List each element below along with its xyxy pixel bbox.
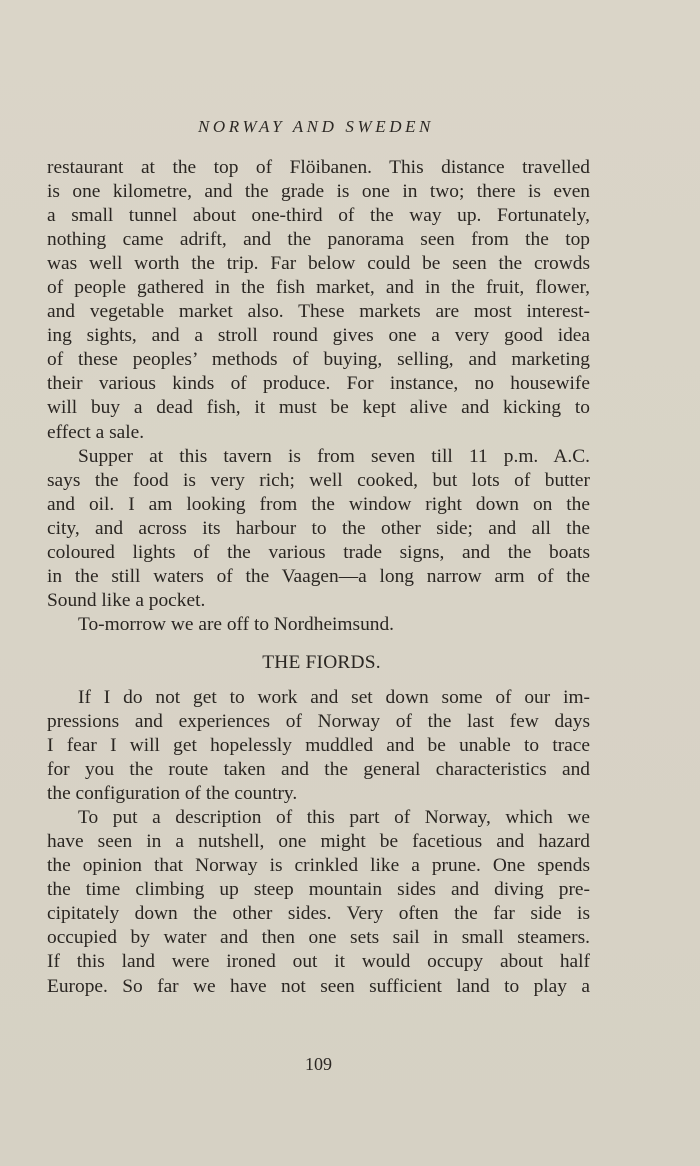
text-line: pressions and experiences of Norway of the last few days <box>47 710 590 732</box>
text-line: in the still waters of the Vaagen—a long narrow arm of the <box>47 565 590 587</box>
text-line: coloured lights of the various trade signs, and the boats <box>47 541 590 563</box>
text-line: I fear I will get hopelessly muddled and be unable to trace <box>47 735 590 757</box>
text-line: Europe. So far we have not seen sufficient land to play a <box>47 975 590 997</box>
text-line: a small tunnel about one-third of the way up. Fortunately, <box>47 205 590 227</box>
body-text <box>47 156 590 999</box>
text-line: was well worth the trip. Far below could be seen the crowds <box>47 253 590 275</box>
paragraph <box>47 806 590 998</box>
text-line: effect a sale. <box>47 421 145 443</box>
text-line: have seen in a nutshell, one might be facetious and hazard <box>47 831 590 853</box>
text-line: Supper at this tavern is from seven till 11 p.m. A.C. <box>78 445 590 467</box>
text-line: To put a description of this part of Norway, which we <box>78 807 590 829</box>
text-line: for you the route taken and the general characteristics and <box>47 759 590 781</box>
text-line: occupied by water and then one sets sail in small steamers. <box>47 927 590 949</box>
paragraph <box>47 156 590 445</box>
paragraph <box>47 445 590 613</box>
text-line: the time climbing up steep mountain sides and diving pre- <box>47 879 590 901</box>
text-line: and oil. I am looking from the window right down on the <box>47 493 590 515</box>
text-line: of these peoples’ methods of buying, selling, and marketing <box>47 349 590 371</box>
section-heading: THE FIORDS. <box>262 651 381 673</box>
text-line: If I do not get to work and set down some of our im- <box>78 686 590 708</box>
text-line: ing sights, and a stroll round gives one a very good idea <box>47 325 590 347</box>
text-line: of people gathered in the fish market, and in the fruit, flower, <box>47 277 590 299</box>
text-line: is one kilometre, and the grade is one in two; there is even <box>47 181 590 203</box>
text-line: If this land were ironed out it would occupy about half <box>47 951 590 973</box>
text-line: cipitately down the other sides. Very often the far side is <box>47 903 590 925</box>
text-line: To-morrow we are off to Nordheimsund. <box>78 613 394 635</box>
page-number: 109 <box>305 1054 332 1074</box>
text-line: will buy a dead fish, it must be kept alive and kicking to <box>47 397 590 419</box>
text-line: the configuration of the country. <box>47 783 298 805</box>
text-line: nothing came adrift, and the panorama seen from the top <box>47 229 590 251</box>
text-line: says the food is very rich; well cooked, but lots of butter <box>47 469 590 491</box>
paragraph <box>47 613 590 637</box>
text-line: and vegetable market also. These markets are most interest- <box>47 301 590 323</box>
paragraph <box>47 686 590 806</box>
text-line: city, and across its harbour to the other side; and all the <box>47 517 590 539</box>
text-line: Sound like a pocket. <box>47 589 206 611</box>
text-line: restaurant at the top of Flöibanen. This distance travelled <box>47 157 590 178</box>
text-line: the opinion that Norway is crinkled like a prune. One spends <box>47 855 590 877</box>
running-head: NORWAY AND SWEDEN <box>197 117 434 136</box>
text-line: their various kinds of produce. For instance, no housewife <box>47 373 590 395</box>
